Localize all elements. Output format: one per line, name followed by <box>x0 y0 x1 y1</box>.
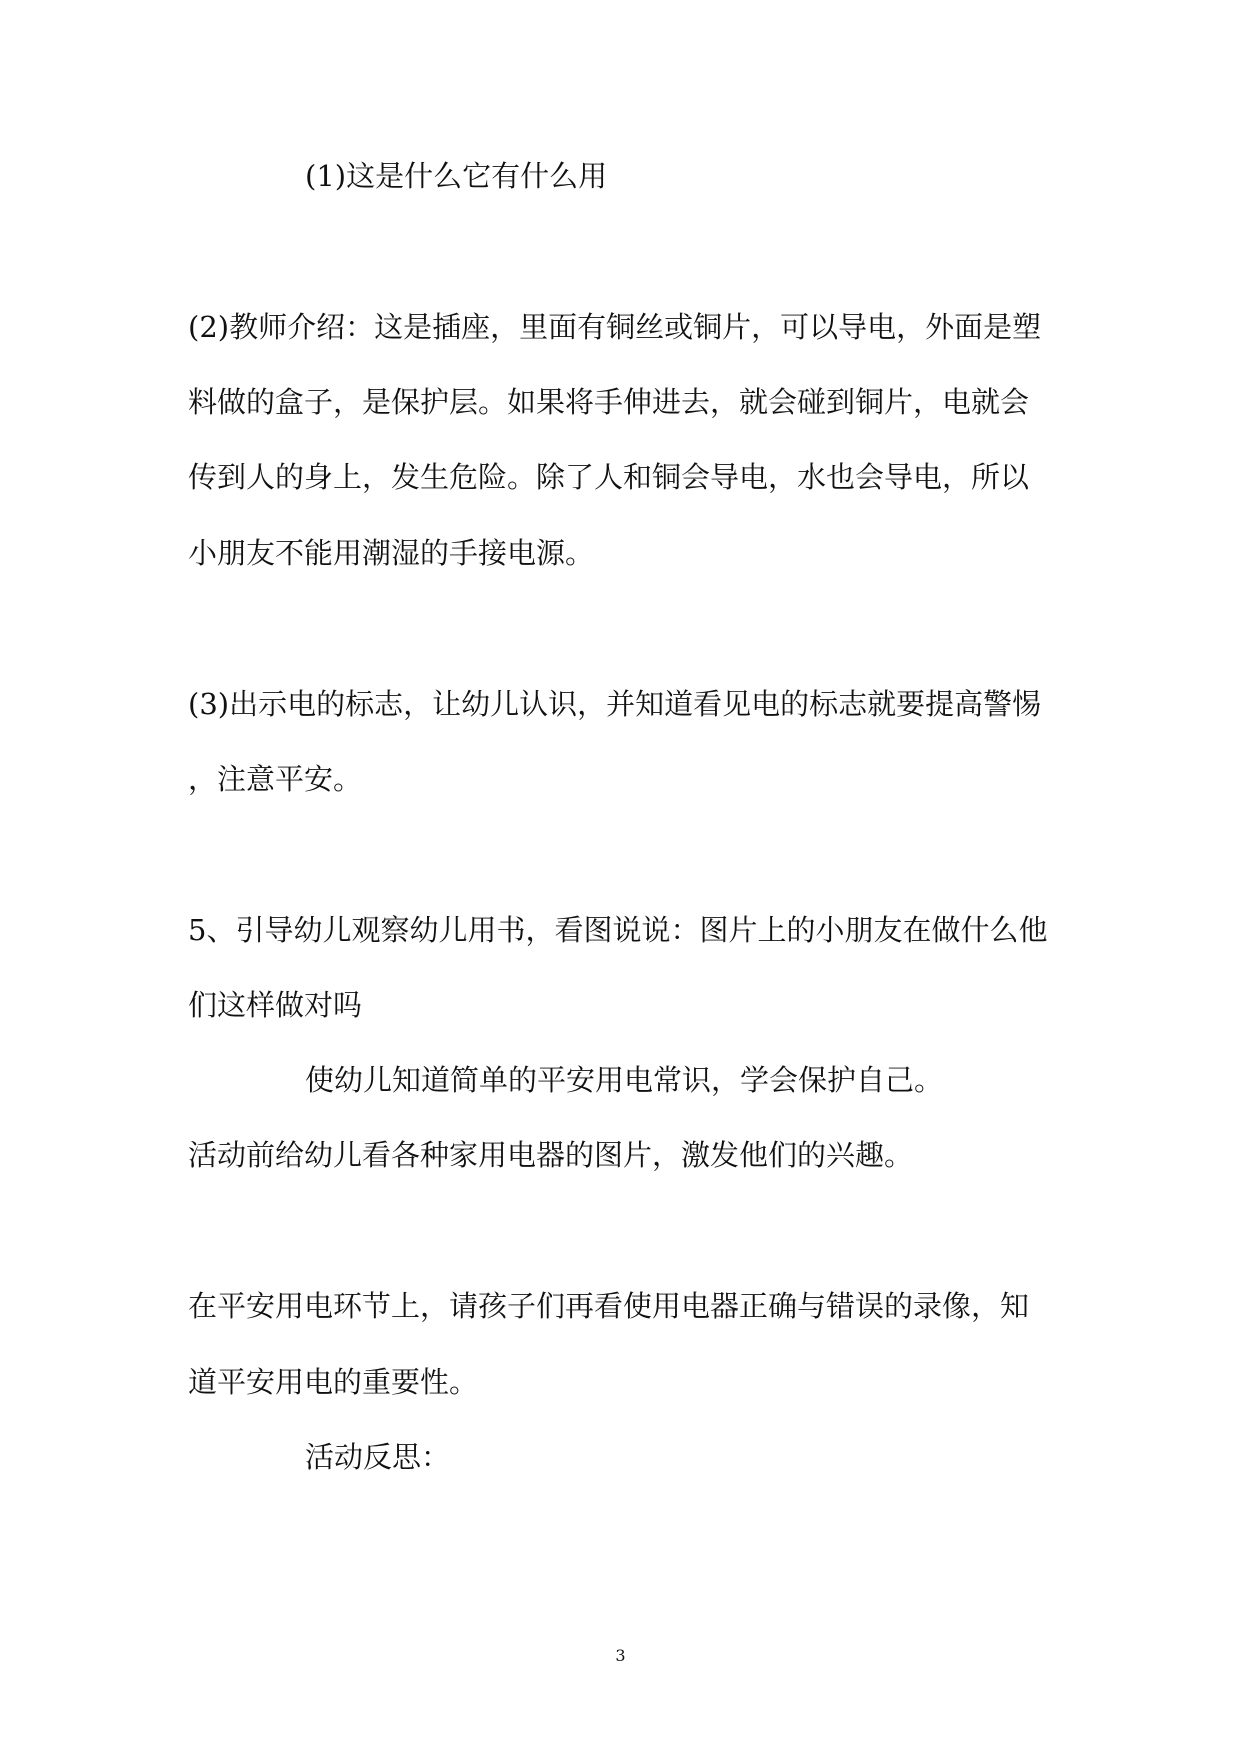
paragraph-line: (1)这是什么它有什么用 <box>305 159 608 193</box>
paragraph-line: (3)出示电的标志，让幼儿认识，并知道看见电的标志就要提高警惕 <box>188 687 1042 721</box>
paragraph-line: 活动反思： <box>305 1440 451 1474</box>
paragraph-line: 料做的盒子，是保护层。如果将手伸进去，就会碰到铜片，电就会 <box>188 385 1030 419</box>
paragraph-line: 在平安用电环节上，请孩子们再看使用电器正确与错误的录像，知 <box>188 1289 1030 1323</box>
paragraph-line: 5、引导幼儿观察幼儿用书，看图说说：图片上的小朋友在做什么他 <box>188 913 1048 947</box>
paragraph-line: 们这样做对吗 <box>188 988 363 1022</box>
paragraph-line: ，注意平安。 <box>188 762 363 796</box>
paragraph-line: 使幼儿知道简单的平安用电常识，学会保护自己。 <box>305 1063 944 1097</box>
paragraph-line: 道平安用电的重要性。 <box>188 1365 479 1399</box>
paragraph-line: (2)教师介绍：这是插座，里面有铜丝或铜片，可以导电，外面是塑 <box>188 310 1042 344</box>
paragraph-line: 传到人的身上，发生危险。除了人和铜会导电，水也会导电，所以 <box>188 460 1030 494</box>
paragraph-line: 小朋友不能用潮湿的手接电源。 <box>188 536 595 570</box>
paragraph-line: 活动前给幼儿看各种家用电器的图片，激发他们的兴趣。 <box>188 1138 914 1172</box>
page-number: 3 <box>615 1646 626 1665</box>
